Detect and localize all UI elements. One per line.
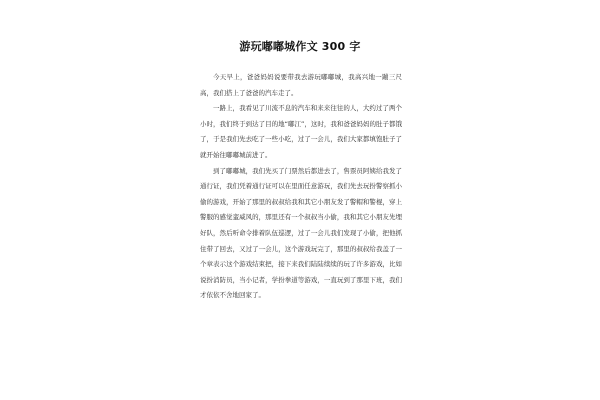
document-title: 游玩嘟嘟城作文 300 字: [239, 40, 361, 53]
essay-body: [200, 70, 402, 304]
paragraph-2: 一路上，我看见了川流不息的汽车和来来往往的人，大约过了两个小时，我们终于到达了目的地“嘟江”，这时，我和爸爸妈妈的肚子都饿了，于是我们先去吃了一些小吃，过了一会儿，我们大家都填饱肚子了就开始往嘟嘟城前进了。: [200, 104, 402, 159]
paragraph-1: 今天早上，爸爸妈妈说要带我去游玩嘟嘟城，我高兴地一蹦三尺高，我们搭上了爸爸的汽车走了。: [200, 73, 402, 97]
paragraph-3: 到了嘟嘟城，我们先买了门票然后都进去了，售票员阿姨给我发了通行证，我们凭着通行证可以在里面任意游玩，我们先去玩扮警察抓小偷的游戏，开始了那里的叔叔给我和其它小朋友发了警帽和警棍，穿上警服的感觉蛮威风的，那里还有一个叔叔当小偷，我和其它小朋友先埋好队，然后听命令排着队伍巡逻，过了一会儿我们发现了小偷，把他抓住带了回去，又过了一会儿，这个游戏玩完了，那里的叔叔给我盖了一个章表示这个游戏结束把，接下来我们陆陆续续的玩了许多游戏，比如说扮消防员，当小记者，学扮拳道等游戏，一直玩到了那里下班，我们才依依不舍地回家了。: [200, 166, 402, 300]
